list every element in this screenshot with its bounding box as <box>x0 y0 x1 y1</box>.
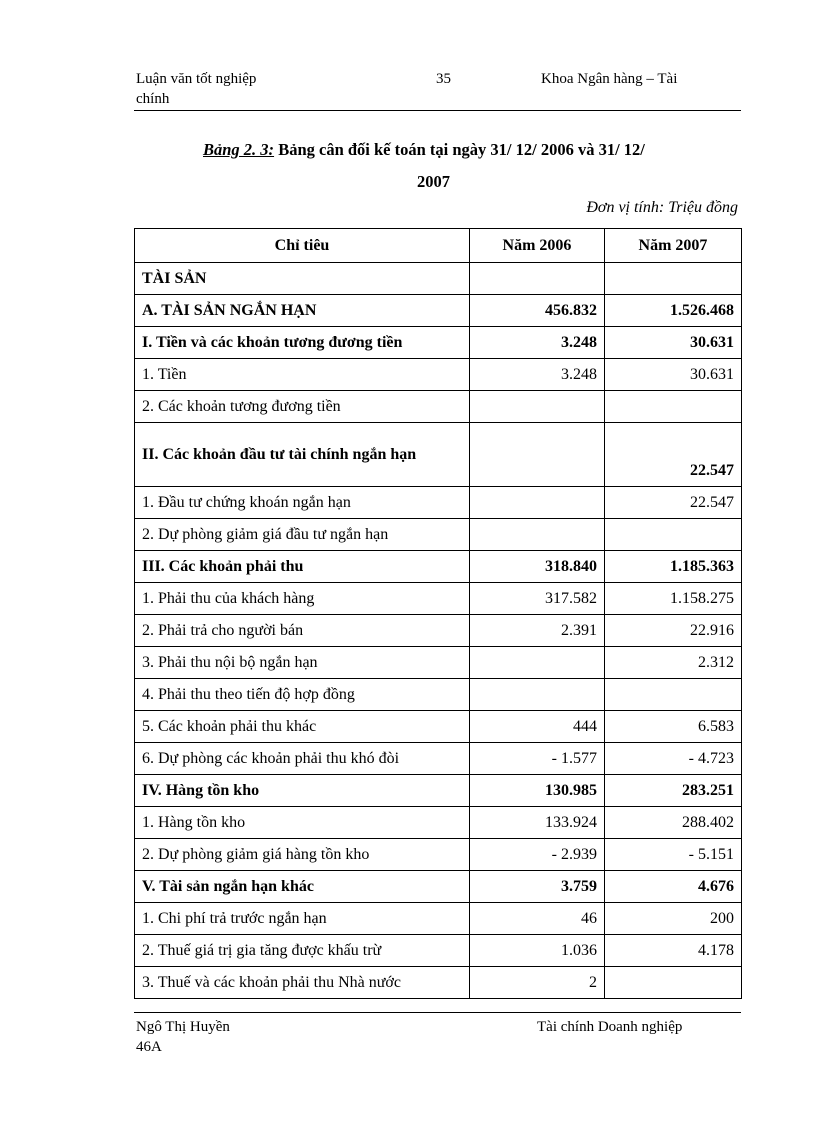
row-value-2007: 1.526.468 <box>605 295 742 327</box>
row-value-2006: 317.582 <box>470 583 605 615</box>
row-value-2006: 318.840 <box>470 551 605 583</box>
page-number: 35 <box>436 71 451 87</box>
row-value-2006: 3.248 <box>470 327 605 359</box>
unit-note: Đơn vị tính: Triệu đồng <box>586 199 738 216</box>
table-title-text: Bảng cân đối kế toán tại ngày 31/ 12/ 2006 và 31/ 12/ <box>274 140 645 159</box>
row-label: 1. Hàng tồn kho <box>135 807 470 839</box>
table-row <box>135 519 742 551</box>
table-row <box>135 743 742 775</box>
table-row <box>135 615 742 647</box>
row-label: 2. Thuế giá trị gia tăng được khấu trừ <box>135 935 470 967</box>
row-label: A. TÀI SẢN NGẮN HẠN <box>135 295 470 327</box>
header-thesis-label: Luận văn tốt nghiệp <box>136 71 257 87</box>
row-value-2006: 130.985 <box>470 775 605 807</box>
row-value-2006: 1.036 <box>470 935 605 967</box>
row-value-2006: 456.832 <box>470 295 605 327</box>
row-value-2007: 2.312 <box>605 647 742 679</box>
row-value-2006: 3.248 <box>470 359 605 391</box>
row-label: 2. Các khoản tương đương tiền <box>135 391 470 423</box>
row-value-2007: - 4.723 <box>605 743 742 775</box>
row-value-2007: 22.547 <box>605 423 742 487</box>
col-header-item: Chỉ tiêu <box>135 229 470 263</box>
table-row <box>135 935 742 967</box>
row-value-2006: - 2.939 <box>470 839 605 871</box>
table-row <box>135 295 742 327</box>
row-label: V. Tài sản ngắn hạn khác <box>135 871 470 903</box>
footer-divider <box>134 1012 741 1013</box>
row-value-2006 <box>470 647 605 679</box>
row-value-2007: 30.631 <box>605 359 742 391</box>
table-row <box>135 711 742 743</box>
row-label: 3. Phải thu nội bộ ngắn hạn <box>135 647 470 679</box>
row-value-2007 <box>605 679 742 711</box>
col-header-2006: Năm 2006 <box>470 229 605 263</box>
table-header-row <box>135 229 742 263</box>
col-header-2007: Năm 2007 <box>605 229 742 263</box>
table-row <box>135 647 742 679</box>
row-value-2006 <box>470 487 605 519</box>
row-value-2006 <box>470 263 605 295</box>
table-row <box>135 327 742 359</box>
row-label: III. Các khoản phải thu <box>135 551 470 583</box>
row-label: 2. Dự phòng giảm giá đầu tư ngắn hạn <box>135 519 470 551</box>
row-value-2006 <box>470 519 605 551</box>
row-value-2006: - 1.577 <box>470 743 605 775</box>
row-label: 3. Thuế và các khoản phải thu Nhà nước <box>135 967 470 999</box>
row-value-2007: 22.547 <box>605 487 742 519</box>
row-value-2007: 6.583 <box>605 711 742 743</box>
row-label: TÀI SẢN <box>135 263 470 295</box>
row-label: I. Tiền và các khoản tương đương tiền <box>135 327 470 359</box>
header-thesis-label-cont: chính <box>136 91 170 107</box>
row-value-2007: 1.158.275 <box>605 583 742 615</box>
table-row <box>135 551 742 583</box>
footer-author: Ngô Thị Huyền <box>136 1019 230 1035</box>
row-value-2006 <box>470 679 605 711</box>
row-value-2006 <box>470 423 605 487</box>
row-value-2006: 2 <box>470 967 605 999</box>
row-label: 2. Dự phòng giảm giá hàng tồn kho <box>135 839 470 871</box>
row-value-2007: 200 <box>605 903 742 935</box>
header-divider <box>134 110 741 111</box>
row-label: 5. Các khoản phải thu khác <box>135 711 470 743</box>
row-value-2007: 4.676 <box>605 871 742 903</box>
table-row <box>135 423 742 487</box>
table-row <box>135 359 742 391</box>
table-title-label: Bảng 2. 3: <box>203 140 275 159</box>
table-row <box>135 263 742 295</box>
table-row <box>135 679 742 711</box>
row-label: 1. Phải thu của khách hàng <box>135 583 470 615</box>
row-label: 1. Tiền <box>135 359 470 391</box>
row-label: 2. Phải trả cho người bán <box>135 615 470 647</box>
header-left <box>136 69 296 109</box>
table-title-line1 <box>203 132 645 168</box>
row-value-2006: 46 <box>470 903 605 935</box>
row-value-2007: - 5.151 <box>605 839 742 871</box>
table-row <box>135 391 742 423</box>
row-label: 6. Dự phòng các khoản phải thu khó đòi <box>135 743 470 775</box>
row-label: 1. Đầu tư chứng khoán ngắn hạn <box>135 487 470 519</box>
row-label: 4. Phải thu theo tiến độ hợp đồng <box>135 679 470 711</box>
row-label: 1. Chi phí trả trước ngắn hạn <box>135 903 470 935</box>
table-row <box>135 903 742 935</box>
row-value-2006: 3.759 <box>470 871 605 903</box>
row-value-2006 <box>470 391 605 423</box>
table-row <box>135 871 742 903</box>
table-row <box>135 487 742 519</box>
row-value-2007 <box>605 519 742 551</box>
table-row <box>135 839 742 871</box>
row-value-2007: 283.251 <box>605 775 742 807</box>
footer-class: 46A <box>136 1039 162 1055</box>
row-value-2007: 1.185.363 <box>605 551 742 583</box>
row-value-2006: 444 <box>470 711 605 743</box>
row-value-2007 <box>605 263 742 295</box>
footer-left <box>136 1017 296 1057</box>
footer-department: Tài chính Doanh nghiệp <box>537 1019 683 1035</box>
row-label: II. Các khoản đầu tư tài chính ngắn hạn <box>135 423 470 487</box>
row-value-2007: 288.402 <box>605 807 742 839</box>
row-value-2006: 2.391 <box>470 615 605 647</box>
table-row <box>135 583 742 615</box>
row-value-2006: 133.924 <box>470 807 605 839</box>
row-value-2007: 4.178 <box>605 935 742 967</box>
table-row <box>135 967 742 999</box>
row-value-2007 <box>605 391 742 423</box>
table-title-line2: 2007 <box>417 172 450 191</box>
balance-sheet-table <box>134 228 742 999</box>
row-value-2007: 22.916 <box>605 615 742 647</box>
row-value-2007: 30.631 <box>605 327 742 359</box>
row-value-2007 <box>605 967 742 999</box>
table-row <box>135 775 742 807</box>
table-row <box>135 807 742 839</box>
row-label: IV. Hàng tồn kho <box>135 775 470 807</box>
header-faculty: Khoa Ngân hàng – Tài <box>541 71 678 87</box>
